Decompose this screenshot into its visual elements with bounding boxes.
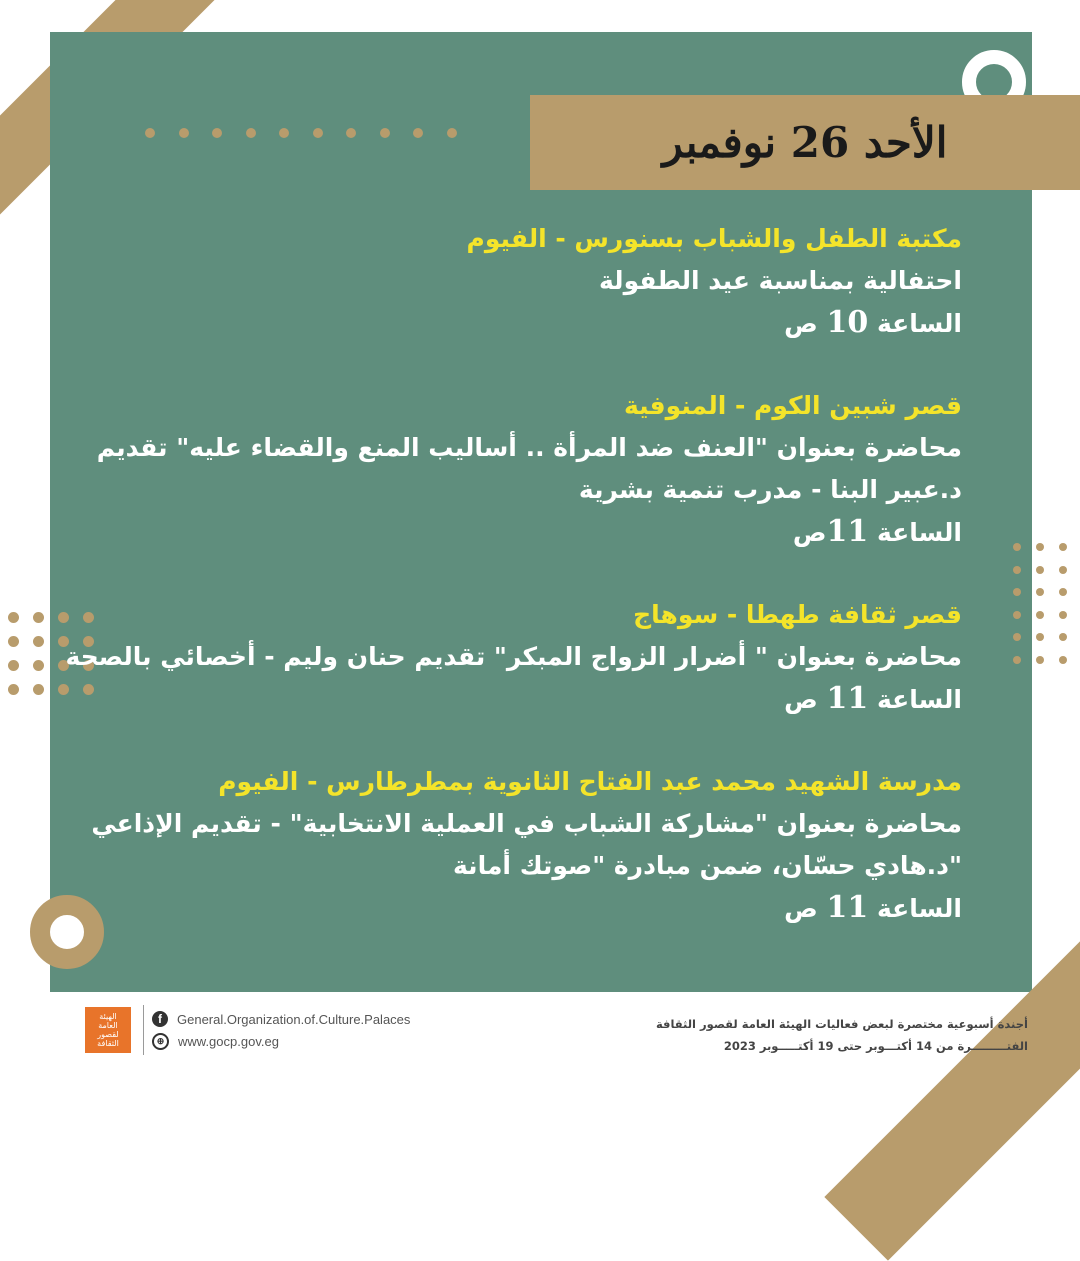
event-description: د.عبير البنا - مدرب تنمية بشرية <box>578 475 962 504</box>
decorative-dot <box>1036 543 1044 551</box>
date-banner <box>530 95 1080 190</box>
event-description: محاضرة بعنوان "العنف ضد المرأة .. أساليب المنع والقضاء عليه" تقديم <box>96 433 962 462</box>
ring-decoration-gold <box>30 895 104 969</box>
decorative-dot <box>1036 566 1044 574</box>
decorative-dot <box>58 612 69 623</box>
decorative-dot <box>1059 543 1067 551</box>
event-item <box>65 594 962 721</box>
decorative-dot <box>380 128 390 138</box>
decorative-dot <box>313 128 323 138</box>
decorative-dot <box>1059 633 1067 641</box>
decorative-dot <box>1013 611 1021 619</box>
event-description: احتفالية بمناسبة عيد الطفولة <box>599 266 962 295</box>
decorative-dot <box>1013 566 1021 574</box>
footer-divider <box>143 1005 144 1055</box>
facebook-icon: f <box>152 1011 168 1027</box>
event-description: محاضرة بعنوان "مشاركة الشباب في العملية الانتخابية" - تقديم الإذاعي <box>91 809 962 838</box>
decorative-dot <box>33 636 44 647</box>
event-time: الساعة 11ص <box>792 514 962 549</box>
decorative-dot <box>1059 566 1067 574</box>
footer-contact <box>85 1005 410 1055</box>
decorative-dot <box>447 128 457 138</box>
globe-icon: ⊕ <box>152 1033 169 1050</box>
event-time: الساعة 11 ص <box>784 681 962 716</box>
event-description: "د.هادي حسّان، ضمن مبادرة "صوتك أمانة <box>453 851 962 880</box>
decorative-dot <box>1013 588 1021 596</box>
decorative-dot <box>1013 543 1021 551</box>
decorative-dot <box>279 128 289 138</box>
decorative-dot <box>1036 656 1044 664</box>
event-time: الساعة 10 ص <box>784 305 962 340</box>
decorative-dot <box>33 684 44 695</box>
decorative-dot <box>1013 633 1021 641</box>
event-venue: قصر شبين الكوم - المنوفية <box>623 391 962 420</box>
agenda-title: أجندة أسبوعية مختصرة لبعض فعاليات الهيئة العامة لقصور الثقافة <box>655 1017 1028 1031</box>
decorative-dot <box>179 128 189 138</box>
decorative-dot <box>8 660 19 671</box>
date-heading: الأحد 26 نوفمبر <box>662 118 948 167</box>
decorative-dot <box>58 684 69 695</box>
website-url: www.gocp.gov.eg <box>178 1033 279 1049</box>
event-venue: قصر ثقافة طهطا - سوهاج <box>633 600 962 629</box>
decorative-dot <box>212 128 222 138</box>
decorative-dot <box>1036 611 1044 619</box>
decorative-dot <box>1036 633 1044 641</box>
decorative-dot <box>1013 656 1021 664</box>
decorative-dot <box>83 684 94 695</box>
decorative-dot <box>145 128 155 138</box>
event-venue: مكتبة الطفل والشباب بسنورس - الفيوم <box>466 224 962 253</box>
decorative-dot <box>1059 611 1067 619</box>
decorative-dot <box>1059 588 1067 596</box>
agenda-period: الفتـــــــــرة من 14 أكتـــوبر حتى 19 أكتـــــوبر 2023 <box>723 1039 1028 1053</box>
event-venue: مدرسة الشهيد محمد عبد الفتاح الثانوية بمطرطارس - الفيوم <box>218 767 962 796</box>
event-item <box>96 385 962 554</box>
facebook-link[interactable] <box>152 1008 410 1030</box>
event-item <box>91 761 962 930</box>
decorative-dot <box>33 612 44 623</box>
event-item <box>100 218 962 345</box>
decorative-dot <box>8 684 19 695</box>
organization-logo: الهيئة العامة لقصور الثقافة <box>85 1007 131 1053</box>
decorative-dot <box>246 128 256 138</box>
event-time: الساعة 11 ص <box>784 890 962 925</box>
website-link[interactable] <box>152 1030 410 1052</box>
decorative-dot <box>413 128 423 138</box>
decorative-dot <box>1036 588 1044 596</box>
footer-agenda-info <box>600 1013 1028 1057</box>
events-list <box>65 218 962 930</box>
decorative-dot <box>346 128 356 138</box>
decorative-dot <box>1059 656 1067 664</box>
decorative-dot <box>33 660 44 671</box>
decorative-dot <box>8 636 19 647</box>
decorative-dot <box>83 612 94 623</box>
facebook-handle: General.Organization.of.Culture.Palaces <box>177 1011 411 1027</box>
event-description: محاضرة بعنوان " أضرار الزواج المبكر" تقديم حنان وليم - أخصائي بالصحة <box>65 642 962 671</box>
decorative-dot <box>8 612 19 623</box>
